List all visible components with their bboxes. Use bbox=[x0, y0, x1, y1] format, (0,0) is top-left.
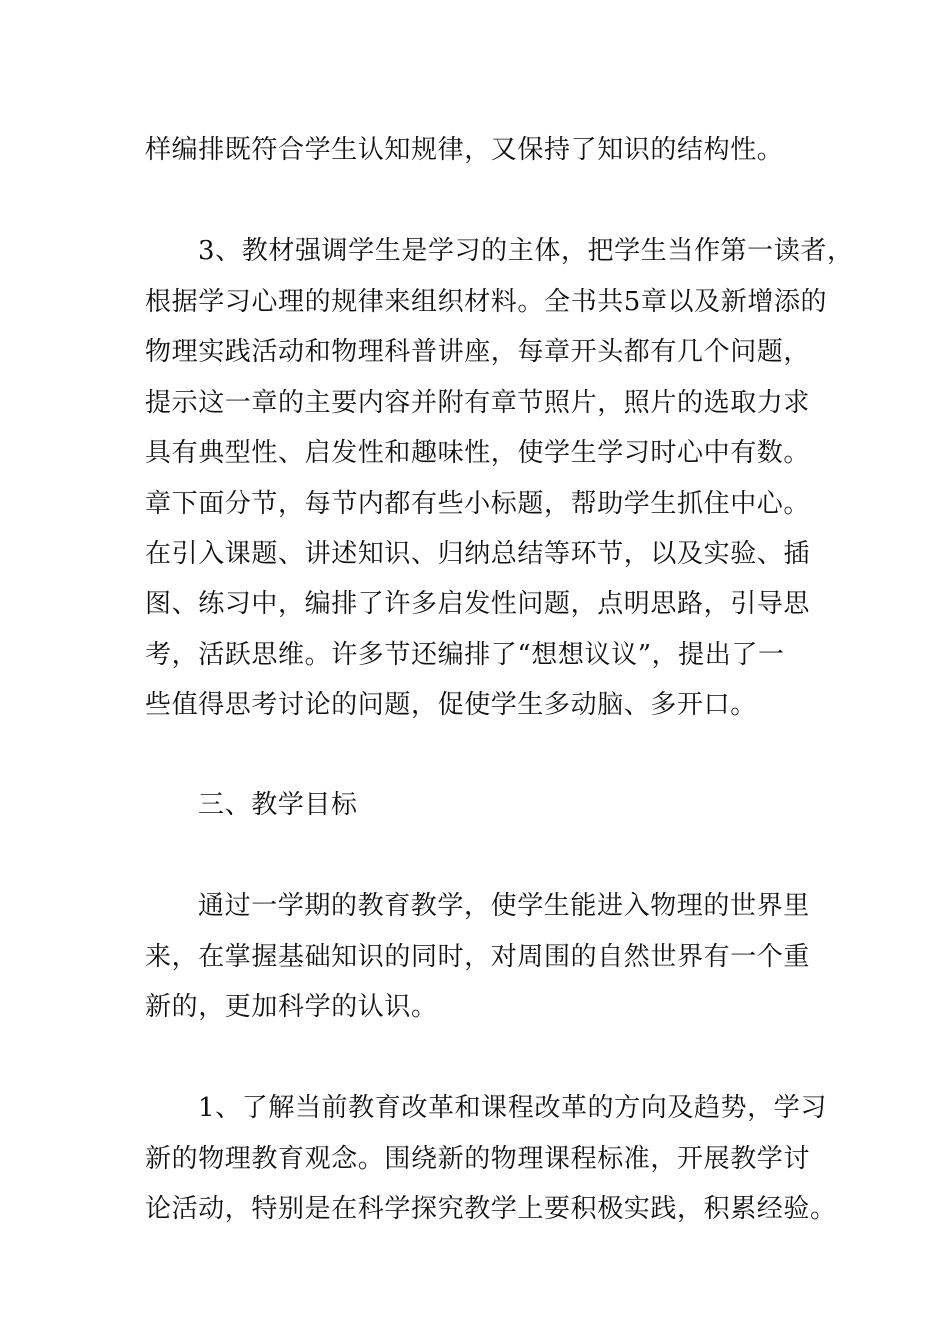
text-line: 在引入课题、讲述知识、归纳总结等环节，以及实验、插 bbox=[145, 539, 811, 569]
text-line: 物理实践活动和物理科普讲座，每章开头都有几个问题， bbox=[145, 337, 811, 367]
text-line: 考，活跃思维。许多节还编排了“想想议议”，提出了一 bbox=[145, 640, 785, 670]
section-heading: 三、教学目标 bbox=[198, 790, 358, 820]
text-line: 论活动，特别是在科学探究教学上要积极实践，积累经验。 bbox=[145, 1194, 837, 1224]
text-line: 1、了解当前教育改革和课程改革的方向及趋势，学习 bbox=[198, 1093, 827, 1123]
text-line: 具有典型性、启发性和趣味性，使学生学习时心中有数。 bbox=[145, 438, 811, 468]
text-line: 图、练习中，编排了许多启发性问题，点明思路，引导思 bbox=[145, 589, 811, 619]
text-line: 些值得思考讨论的问题，促使学生多动脑、多开口。 bbox=[145, 690, 757, 720]
text-line: 3、教材强调学生是学习的主体，把学生当作第一读者， bbox=[198, 236, 854, 266]
text-line: 提示这一章的主要内容并附有章节照片，照片的选取力求 bbox=[145, 388, 811, 418]
text-line: 通过一学期的教育教学，使学生能进入物理的世界里 bbox=[198, 891, 810, 921]
text-line: 样编排既符合学生认知规律，又保持了知识的结构性。 bbox=[145, 135, 784, 165]
text-line: 新的，更加科学的认识。 bbox=[145, 992, 438, 1022]
text-line: 根据学习心理的规律来组织材料。全书共5章以及新增添的 bbox=[145, 287, 828, 317]
text-line: 章下面分节，每节内都有些小标题，帮助学生抓住中心。 bbox=[145, 489, 811, 519]
text-line: 来，在掌握基础知识的同时，对周围的自然世界有一个重 bbox=[145, 942, 811, 972]
text-line: 新的物理教育观念。围绕新的物理课程标准，开展教学讨 bbox=[145, 1144, 811, 1174]
